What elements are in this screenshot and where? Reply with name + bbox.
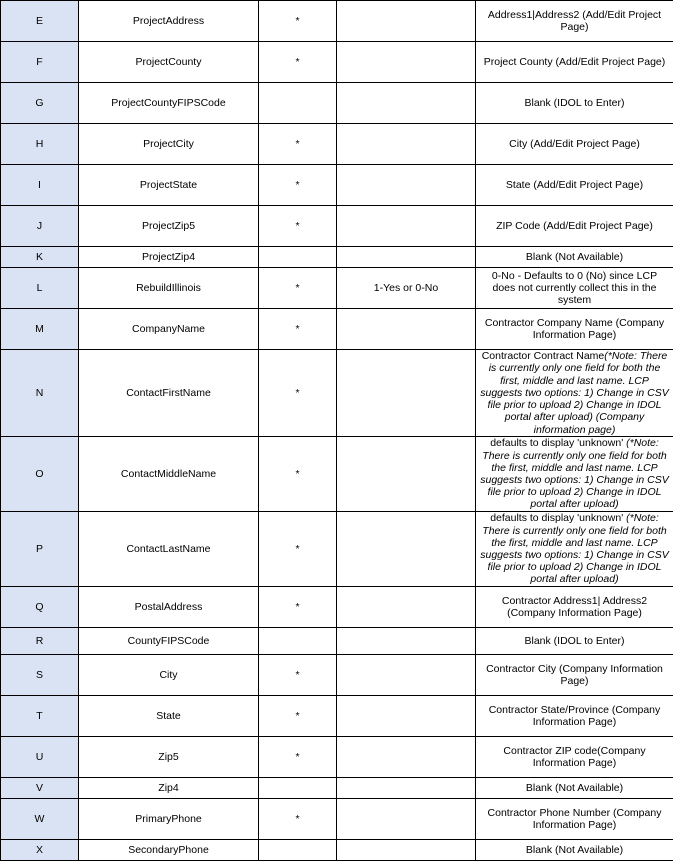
allowed-values — [337, 737, 476, 778]
required-flag: * — [259, 124, 337, 165]
allowed-values — [337, 124, 476, 165]
required-flag: * — [259, 1, 337, 42]
data-source — [476, 840, 673, 861]
required-flag: * — [259, 696, 337, 737]
required-flag: * — [259, 165, 337, 206]
data-source — [476, 309, 673, 350]
data-source-text: Contractor City (Company Information Page) — [486, 663, 663, 687]
row-letter: Q — [1, 587, 79, 628]
allowed-values: 1-Yes or 0-No — [337, 268, 476, 309]
row-letter: K — [1, 247, 79, 268]
required-flag: * — [259, 587, 337, 628]
row-letter: E — [1, 1, 79, 42]
data-source — [476, 247, 673, 268]
data-source-text: Blank (IDOL to Enter) — [525, 97, 625, 109]
allowed-values — [337, 696, 476, 737]
data-source-text: Blank (IDOL to Enter) — [525, 635, 625, 647]
table-row — [1, 1, 673, 42]
data-source — [476, 1, 673, 42]
required-flag: * — [259, 206, 337, 247]
data-source — [476, 737, 673, 778]
required-flag: * — [259, 268, 337, 309]
data-source-text: State (Add/Edit Project Page) — [506, 179, 643, 191]
allowed-values — [337, 799, 476, 840]
allowed-values — [337, 512, 476, 587]
allowed-values — [337, 206, 476, 247]
field-name: ContactLastName — [79, 512, 259, 587]
field-name: PostalAddress — [79, 587, 259, 628]
table-row — [1, 309, 673, 350]
required-flag: * — [259, 799, 337, 840]
row-letter: T — [1, 696, 79, 737]
required-flag: * — [259, 655, 337, 696]
table-row — [1, 124, 673, 165]
field-name: ProjectZip5 — [79, 206, 259, 247]
field-name: ContactFirstName — [79, 350, 259, 437]
field-name: ProjectCountyFIPSCode — [79, 83, 259, 124]
data-source — [476, 778, 673, 799]
data-source-text: Blank (Not Available) — [526, 782, 623, 794]
data-source — [476, 696, 673, 737]
table-row — [1, 840, 673, 861]
required-flag: * — [259, 350, 337, 437]
data-source — [476, 83, 673, 124]
field-name: Zip5 — [79, 737, 259, 778]
allowed-values — [337, 247, 476, 268]
data-source — [476, 655, 673, 696]
row-letter: X — [1, 840, 79, 861]
data-source — [476, 587, 673, 628]
field-name: ProjectZip4 — [79, 247, 259, 268]
allowed-values — [337, 83, 476, 124]
data-source-text: Project County (Add/Edit Project Page) — [484, 56, 666, 68]
field-name: ProjectAddress — [79, 1, 259, 42]
table-row — [1, 628, 673, 655]
row-letter: R — [1, 628, 79, 655]
row-letter: V — [1, 778, 79, 799]
field-name: State — [79, 696, 259, 737]
required-flag: * — [259, 437, 337, 512]
allowed-values — [337, 309, 476, 350]
row-letter: W — [1, 799, 79, 840]
field-name: City — [79, 655, 259, 696]
table-row — [1, 268, 673, 309]
data-source-text: Blank (Not Available) — [526, 251, 623, 263]
table-row — [1, 737, 673, 778]
data-source-text: Contractor Contract Name — [482, 350, 605, 362]
table-row — [1, 247, 673, 268]
table-row — [1, 778, 673, 799]
data-source — [476, 350, 673, 437]
row-letter: I — [1, 165, 79, 206]
row-letter: N — [1, 350, 79, 437]
required-flag — [259, 247, 337, 268]
data-source-note: (*Note: There is currently only one field for both the first, middle and last name. LCP suggests two options: 1) Change in CSV file prior to upload 2) Change in IDOL portal after upload) — [480, 350, 669, 423]
data-source-text: Address1|Address2 (Add/Edit Project Page) — [488, 9, 661, 33]
data-source — [476, 437, 673, 512]
table-row — [1, 350, 673, 437]
data-source — [476, 268, 673, 309]
data-source — [476, 628, 673, 655]
required-flag: * — [259, 42, 337, 83]
table-row — [1, 206, 673, 247]
row-letter: H — [1, 124, 79, 165]
row-letter: U — [1, 737, 79, 778]
allowed-values — [337, 437, 476, 512]
field-name: ProjectCounty — [79, 42, 259, 83]
field-name: RebuildIllinois — [79, 268, 259, 309]
data-source-text: defaults to display 'unknown' — [490, 437, 626, 449]
row-letter: J — [1, 206, 79, 247]
field-name: ProjectState — [79, 165, 259, 206]
table-row — [1, 655, 673, 696]
row-letter: S — [1, 655, 79, 696]
data-source — [476, 42, 673, 83]
required-flag — [259, 840, 337, 861]
data-source-text: Contractor Company Name (Company Information Page) — [485, 317, 664, 341]
field-name: Zip4 — [79, 778, 259, 799]
required-flag: * — [259, 737, 337, 778]
field-name: ContactMiddleName — [79, 437, 259, 512]
required-flag — [259, 628, 337, 655]
data-source-text: City (Add/Edit Project Page) — [509, 138, 640, 150]
allowed-values — [337, 42, 476, 83]
table-row — [1, 512, 673, 587]
row-letter: M — [1, 309, 79, 350]
allowed-values — [337, 655, 476, 696]
data-source-text: Contractor ZIP code(Company Information Page) — [503, 745, 645, 769]
data-source-text: Blank (Not Available) — [526, 844, 623, 856]
row-letter: O — [1, 437, 79, 512]
field-name: CountyFIPSCode — [79, 628, 259, 655]
row-letter: G — [1, 83, 79, 124]
table-row — [1, 696, 673, 737]
row-letter: F — [1, 42, 79, 83]
table-body — [1, 1, 673, 861]
allowed-values — [337, 1, 476, 42]
required-flag: * — [259, 309, 337, 350]
data-source-text: ZIP Code (Add/Edit Project Page) — [496, 220, 653, 232]
allowed-values — [337, 628, 476, 655]
table-row — [1, 437, 673, 512]
table-row — [1, 42, 673, 83]
data-source — [476, 799, 673, 840]
table-row — [1, 83, 673, 124]
allowed-values — [337, 350, 476, 437]
allowed-values — [337, 165, 476, 206]
data-source-text: defaults to display 'unknown' — [490, 512, 626, 524]
required-flag — [259, 778, 337, 799]
table-row — [1, 799, 673, 840]
data-source-suffix: (Company information page) — [534, 411, 645, 435]
data-source — [476, 512, 673, 587]
data-source-note: (*Note: There is currently only one field for both the first, middle and last name. LCP suggests two options: 1) Change in CSV file prior to upload 2) Change in IDOL portal after upload) — [480, 437, 669, 510]
data-source — [476, 206, 673, 247]
required-flag: * — [259, 512, 337, 587]
data-source — [476, 165, 673, 206]
data-source-text: Contractor Phone Number (Company Information Page) — [488, 807, 662, 831]
field-name: SecondaryPhone — [79, 840, 259, 861]
row-letter: P — [1, 512, 79, 587]
data-source-text: Contractor State/Province (Company Information Page) — [489, 704, 661, 728]
field-name: CompanyName — [79, 309, 259, 350]
table-row — [1, 587, 673, 628]
data-source-text: 0-No - Defaults to 0 (No) since LCP does not currently collect this in the system — [492, 270, 657, 306]
data-source — [476, 124, 673, 165]
data-source-text: Contractor Address1| Address2 (Company Information Page) — [502, 595, 647, 619]
row-letter: L — [1, 268, 79, 309]
required-flag — [259, 83, 337, 124]
allowed-values — [337, 778, 476, 799]
allowed-values — [337, 840, 476, 861]
field-name: ProjectCity — [79, 124, 259, 165]
data-source-note: (*Note: There is currently only one field for both the first, middle and last name. LCP suggests two options: 1) Change in CSV file prior to upload 2) Change in IDOL portal after upload) — [480, 512, 669, 585]
allowed-values — [337, 587, 476, 628]
field-name: PrimaryPhone — [79, 799, 259, 840]
table-row — [1, 165, 673, 206]
